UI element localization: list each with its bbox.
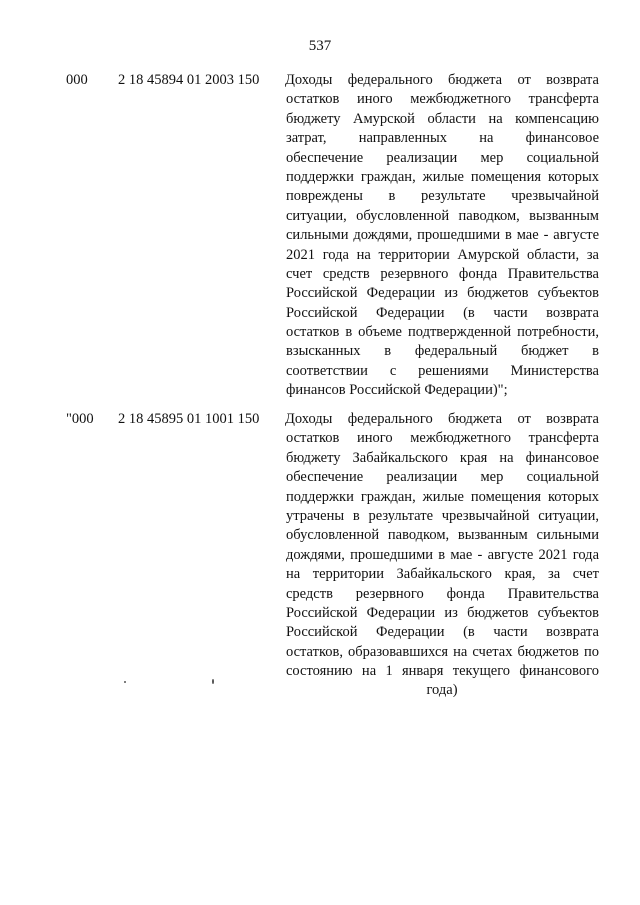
scan-speck [212,679,214,684]
description-line: поддержки граждан, жилые помещения которых [286,168,599,185]
description-line: Доходы федерального бюджета от возврата [285,411,599,427]
budget-classification-code: 2 18 45895 01 1001 150 [118,411,260,427]
description-line: бюджету Забайкальского края на финансовое [286,449,599,466]
page-number: 537 [308,38,332,54]
description-line: взысканных в федеральный бюджет в [286,343,599,360]
entry-description [285,71,599,401]
description-line: остатков иного межбюджетного трансферта [286,91,599,108]
description-line: счет средств резервного фонда Правительства [286,265,599,282]
description-line: года) [426,682,458,699]
description-line: соответствии с решениями Министерства [286,362,599,379]
description-line: финансов Российской Федерации)"; [286,382,508,399]
budget-classification-code: 2 18 45894 01 2003 150 [118,72,260,88]
description-line: затрат, направленных на финансовое [286,130,599,147]
description-line: 2021 года на территории Амурской области, за [286,246,599,263]
description-line: сильными дождями, прошедшими в мае - августе [286,227,599,244]
description-line: на территории Забайкальского края, за счет [286,566,599,583]
scan-speck [124,681,126,683]
description-line: средств резервного фонда Правительства [286,585,599,602]
entry-description [285,410,599,701]
description-line: повреждены в результате чрезвычайной [286,188,599,205]
description-line: ситуации, обусловленной паводком, вызванным [286,207,599,224]
description-line: Российской Федерации (в части возврата [286,624,599,641]
description-line: дождями, прошедшими в мае - августе 2021 года [286,546,599,563]
description-line: Российской Федерации из бюджетов субъектов [286,604,599,621]
administrator-code: 000 [66,72,88,88]
description-line: утрачены в результате чрезвычайной ситуации, [286,507,599,524]
description-line: Российской Федерации из бюджетов субъектов [286,285,599,302]
description-line: остатков, образовавшихся на счетах бюджетов по [286,643,599,660]
description-line: Доходы федерального бюджета от возврата [285,72,599,88]
description-line: состоянию на 1 января текущего финансового [286,663,599,680]
description-line: поддержки граждан, жилые помещения которых [286,488,599,505]
description-line: обусловленной паводком, вызванным сильными [286,527,599,544]
administrator-code: "000 [66,411,94,427]
description-line: остатков иного межбюджетного трансферта [286,430,599,447]
description-line: Российской Федерации (в части возврата [286,304,599,321]
description-line: остатков в объеме подтвержденной потребности, [286,324,599,341]
description-line: бюджету Амурской области на компенсацию [286,110,599,127]
description-line: обеспечение реализации мер социальной [286,149,599,166]
description-line: обеспечение реализации мер социальной [286,469,599,486]
